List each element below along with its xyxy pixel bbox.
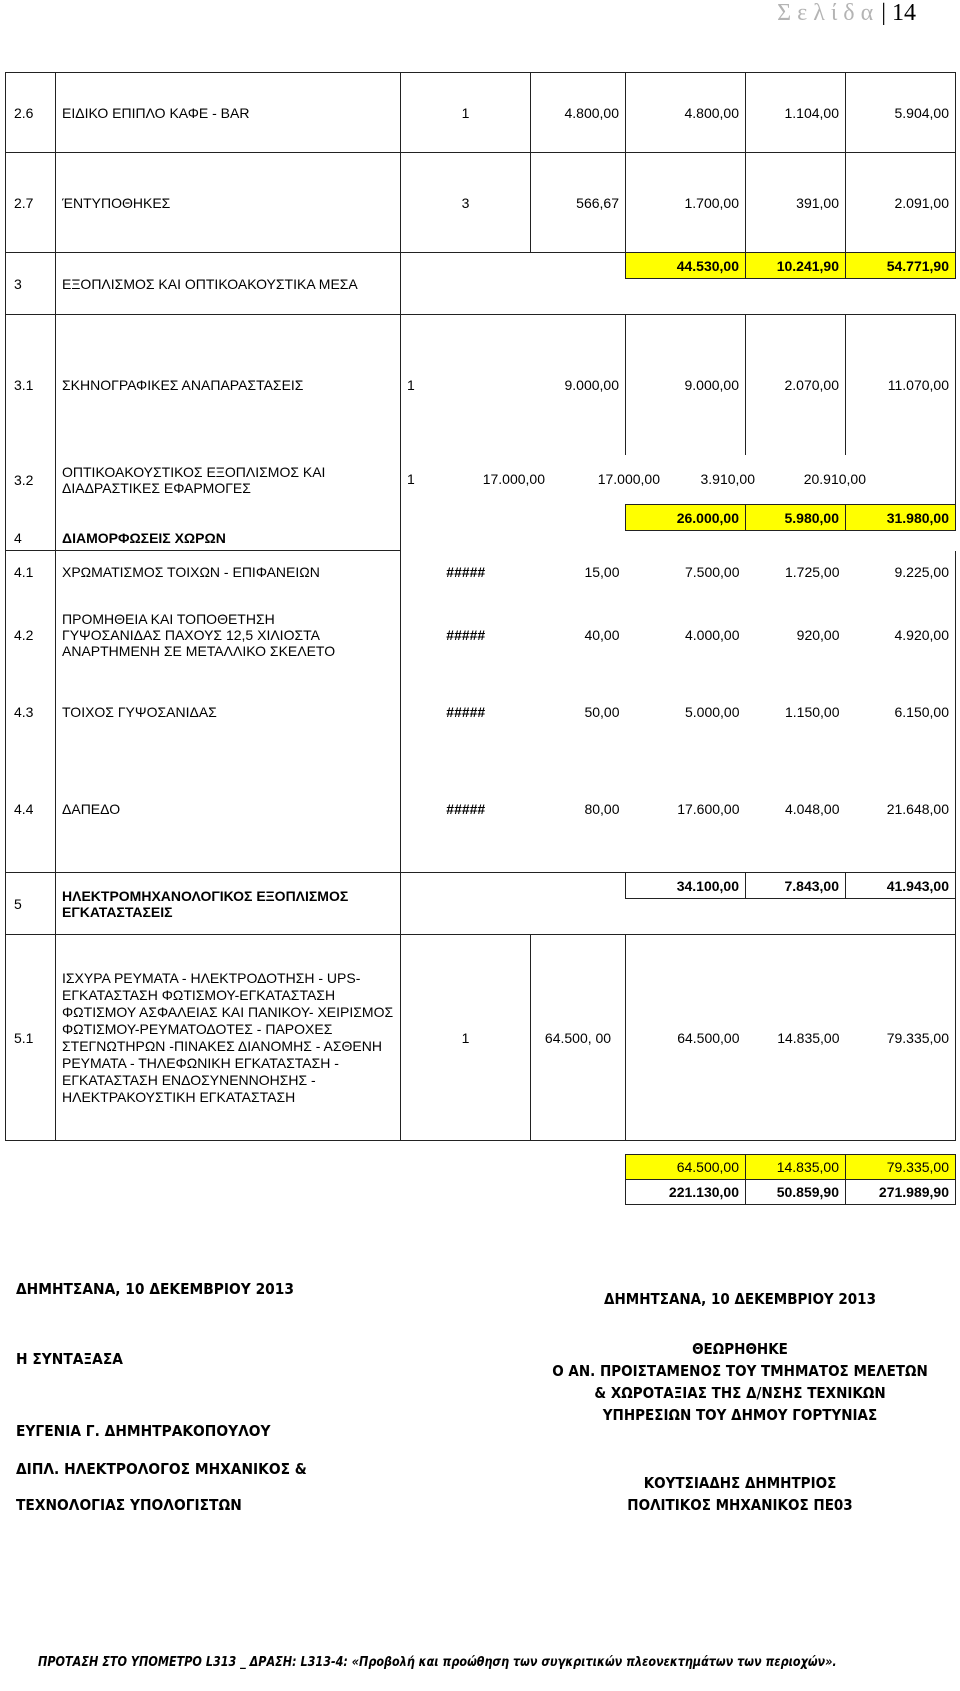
item-unit-price: 50,00 <box>584 703 620 720</box>
item-quantity: 1 <box>401 935 531 1141</box>
item-total: 2.091,00 <box>846 153 956 253</box>
item-quantity: 1 <box>401 73 531 153</box>
item-unit-price: 9.000,00 <box>531 315 626 455</box>
section-cost: 44.530,00 <box>626 253 746 279</box>
item-values-group <box>401 455 956 505</box>
item-total: 11.070,00 <box>846 315 956 455</box>
item-cost: 9.000,00 <box>626 315 746 455</box>
item-code: 2.7 <box>6 153 56 253</box>
section-vat: 5.980,00 <box>746 505 846 531</box>
table-row <box>6 677 956 747</box>
item-cost: 4.800,00 <box>626 73 746 153</box>
grand-total-cost: 221.130,00 <box>626 1180 746 1205</box>
grand-total-total: 271.989,90 <box>846 1180 956 1205</box>
empty-cell <box>401 253 626 279</box>
signatory-role-line1: Ο ΑΝ. ΠΡΟΙΣΤΑΜΕΝΟΣ ΤΟΥ ΤΜΗΜΑΤΟΣ ΜΕΛΕΤΩΝ <box>552 1362 928 1380</box>
signatory-name: ΚΟΥΤΣΙΑΔΗΣ ΔΗΜΗΤΡΙΟΣ <box>643 1474 837 1492</box>
subtotal-vat: 14.835,00 <box>746 1155 846 1180</box>
table-row <box>6 73 956 153</box>
page-separator: | <box>881 0 886 26</box>
section-description: ΕΞΟΠΛΙΣΜΟΣ ΚΑΙ ΟΠΤΙΚΟΑΚΟΥΣΤΙΚΑ ΜΕΣΑ <box>56 253 401 315</box>
item-cost: 17.000,00 <box>597 471 660 488</box>
item-vat: 2.070,00 <box>746 315 846 455</box>
item-unit-price: 566,67 <box>531 153 626 253</box>
grand-total-row <box>6 1180 956 1205</box>
item-vat: 3.910,00 <box>700 471 755 488</box>
budget-table <box>5 72 956 1205</box>
item-vat: 14.835,00 <box>746 935 846 1141</box>
subtotal-total: 79.335,00 <box>846 1155 956 1180</box>
item-vat: 1.725,00 <box>785 563 840 580</box>
section-description: ΗΛΕΚΤΡΟΜΗΧΑΝΟΛΟΓΙΚΟΣ ΕΞΟΠΛΙΣΜΟΣ ΕΓΚΑΤΑΣΤΑΣΕΙΣ <box>56 873 401 935</box>
item-unit-price: 64.500, 00 <box>531 935 626 1141</box>
item-total: 5.904,00 <box>846 73 956 153</box>
item-quantity: ##### <box>401 747 531 873</box>
section-total: 41.943,00 <box>846 873 956 899</box>
item-description: ΙΣΧΥΡΑ ΡΕΥΜΑΤΑ - ΗΛΕΚΤΡΟΔΟΤΗΣΗ - UPS-ΕΓΚΑΤΑΣΤΑΣΗ ΦΩΤΙΣΜΟΥ-ΕΓΚΑΤΑΣΤΑΣΗ ΦΩΤΙΣΜΟΥ ΑΣΦΑΛΕΙΑΣ ΚΑΙ ΠΑΝΙΚΟΥ- ΧΕΙΡΙΣΜΟΣ ΦΩΤΙΣΜΟΥ-ΡΕΥΜΑΤΟΔΟΤΕΣ - ΠΑΡΟΧΕΣ ΣΤΕΓΝΩΤΗΡΩΝ -ΠΙΝΑΚΕΣ ΔΙΑΝΟΜΗΣ - ΑΣΘΕΝΗ ΡΕΥΜΑΤΑ - ΤΗΛΕΦΩΝΙΚΗ ΕΓΚΑΤΑΣΤΑΣΗ - ΕΓΚΑΤΑΣΤΑΣΗ ΕΝΔΟΣΥΝΕΝΝΟΗΣΗΣ - ΗΛΕΚΤΡΑΚΟΥΣΤΙΚΗ ΕΓΚΑΤΑΣΤΑΣΗ <box>56 935 401 1141</box>
item-quantity: 3 <box>401 153 531 253</box>
item-description: ΟΠΤΙΚΟΑΚΟΥΣΤΙΚΟΣ ΕΞΟΠΛΙΣΜΟΣ ΚΑΙ ΔΙΑΔΡΑΣΤΙΚΕΣ ΕΦΑΡΜΟΓΕΣ <box>56 455 401 505</box>
section-code: 4 <box>6 505 56 551</box>
item-vat: 1.150,00 <box>785 703 840 720</box>
section-vat: 7.843,00 <box>746 873 846 899</box>
item-total: 6.150,00 <box>846 677 956 747</box>
empty-cell <box>401 899 956 935</box>
table-row <box>6 747 956 873</box>
item-code: 3.2 <box>6 455 56 505</box>
page-footer: ΠΡΟΤΑΣΗ ΣΤΟ ΥΠΟΜΕΤΡΟ L313 _ ΔΡΑΣΗ: L313-4: «Προβολή και προώθηση των συγκριτικών πλεονεκτημάτων των περιοχών». <box>38 1655 837 1670</box>
section-description: ΔΙΑΜΟΡΦΩΣΕΙΣ ΧΩΡΩΝ <box>56 505 401 551</box>
empty-cell <box>401 873 626 899</box>
item-quantity: ##### <box>446 626 486 643</box>
approval-label: ΘΕΩΡΗΘΗΚΕ <box>692 1340 788 1358</box>
table-row <box>6 153 956 253</box>
table-row <box>6 873 956 899</box>
item-description: ΧΡΩΜΑΤΙΣΜΟΣ ΤΟΙΧΩΝ - ΕΠΙΦΑΝΕΙΩΝ <box>56 551 401 593</box>
empty-cell <box>6 1180 626 1205</box>
table-row <box>6 505 956 531</box>
section-total: 54.771,90 <box>846 253 956 279</box>
item-description: ΈΝΤΥΠΟΘΗΚΕΣ <box>56 153 401 253</box>
item-cost: 64.500,00 <box>626 935 746 1141</box>
item-unit-price: 80,00 <box>531 747 626 873</box>
signatory-role-line2: & ΧΩΡΟΤΑΞΙΑΣ ΤΗΣ Δ/ΝΣΗΣ ΤΕΧΝΙΚΩΝ <box>594 1384 886 1402</box>
item-vat: 391,00 <box>746 153 846 253</box>
item-cost: 1.700,00 <box>626 153 746 253</box>
item-quantity: 1 <box>401 315 531 455</box>
item-quantity: 1 <box>407 471 415 488</box>
section-code: 5 <box>6 873 56 935</box>
item-description: ΤΟΙΧΟΣ ΓΥΨΟΣΑΝΙΔΑΣ <box>56 677 401 747</box>
empty-cell <box>401 531 956 551</box>
table-row <box>6 455 956 505</box>
item-cost: 17.600,00 <box>626 747 746 873</box>
item-description: ΣΚΗΝΟΓΡΑΦΙΚΕΣ ΑΝΑΠΑΡΑΣΤΑΣΕΙΣ <box>56 315 401 455</box>
table-row <box>6 253 956 279</box>
item-quantity: ##### <box>446 703 486 720</box>
item-code: 3.1 <box>6 315 56 455</box>
item-cost: 5.000,00 <box>685 703 740 720</box>
item-total: 4.920,00 <box>846 593 956 677</box>
empty-cell <box>6 1155 626 1180</box>
item-code: 4.3 <box>6 677 56 747</box>
item-quantity: ##### <box>446 563 486 580</box>
signatory-role-line3: ΥΠΗΡΕΣΙΩΝ ΤΟΥ ΔΗΜΟΥ ΓΟΡΤΥΝΙΑΣ <box>602 1406 878 1424</box>
signatory-title-line2: ΤΕΧΝΟΛΟΓΙΑΣ ΥΠΟΛΟΓΙΣΤΩΝ <box>16 1496 242 1514</box>
signatory-role: Η ΣΥΝΤΑΞΑΣΑ <box>16 1350 123 1368</box>
signatory-title: ΠΟΛΙΤΙΚΟΣ ΜΗΧΑΝΙΚΟΣ ΠΕ03 <box>627 1496 853 1514</box>
empty-cell <box>401 505 626 531</box>
subtotal-row <box>6 1155 956 1180</box>
table-row <box>6 935 956 1141</box>
item-description: ΕΙΔΙΚΟ ΕΠΙΠΛΟ ΚΑΦΕ - BAR <box>56 73 401 153</box>
grand-total-vat: 50.859,90 <box>746 1180 846 1205</box>
table-row <box>6 593 956 677</box>
item-total: 9.225,00 <box>846 551 956 593</box>
empty-cell <box>401 279 956 315</box>
item-description: ΠΡΟΜΗΘΕΙΑ ΚΑΙ ΤΟΠΟΘΕΤΗΣΗ ΓΥΨΟΣΑΝΙΔΑΣ ΠΑΧΟΥΣ 12,5 ΧΙΛΙΟΣΤΑ ΑΝΑΡΤΗΜΕΝΗ ΣΕ ΜΕΤΑΛΛΙΚΟ ΣΚΕΛΕΤΟ <box>56 593 401 677</box>
item-code: 5.1 <box>6 935 56 1141</box>
item-code: 2.6 <box>6 73 56 153</box>
signatory-title-line1: ΔΙΠΛ. ΗΛΕΚΤΡΟΛΟΓΟΣ ΜΗΧΑΝΙΚΟΣ & <box>16 1460 307 1478</box>
page-label: Σελίδα <box>777 0 880 26</box>
section-total: 31.980,00 <box>846 505 956 531</box>
table-row-spacer <box>6 1141 956 1155</box>
item-unit-price: 4.800,00 <box>531 73 626 153</box>
item-unit-price: 40,00 <box>584 626 620 643</box>
item-unit-price: 17.000,00 <box>482 471 545 488</box>
item-code: 4.1 <box>6 551 56 593</box>
section-cost: 26.000,00 <box>626 505 746 531</box>
table-row <box>6 551 956 593</box>
page-number: 14 <box>892 0 916 26</box>
empty-cell <box>6 1141 956 1155</box>
place-date: ΔΗΜΗΤΣΑΝΑ, 10 ΔΕΚΕΜΒΡΙΟΥ 2013 <box>604 1290 876 1308</box>
subtotal-cost: 64.500,00 <box>626 1155 746 1180</box>
signatory-name: ΕΥΓΕΝΙΑ Γ. ΔΗΜΗΤΡΑΚΟΠΟΥΛΟΥ <box>16 1422 271 1440</box>
item-total: 79.335,00 <box>846 935 956 1141</box>
section-code: 3 <box>6 253 56 315</box>
item-vat: 1.104,00 <box>746 73 846 153</box>
item-code: 4.2 <box>6 593 56 677</box>
page-header <box>0 0 916 32</box>
item-total: 21.648,00 <box>846 747 956 873</box>
item-vat: 920,00 <box>796 626 840 643</box>
item-code: 4.4 <box>6 747 56 873</box>
item-description: ΔΑΠΕΔΟ <box>56 747 401 873</box>
item-vat: 4.048,00 <box>746 747 846 873</box>
section-vat: 10.241,90 <box>746 253 846 279</box>
item-unit-price: 15,00 <box>584 563 620 580</box>
place-date: ΔΗΜΗΤΣΑΝΑ, 10 ΔΕΚΕΜΒΡΙΟΥ 2013 <box>16 1280 294 1298</box>
section-cost: 34.100,00 <box>626 873 746 899</box>
item-total: 20.910,00 <box>803 471 866 488</box>
table-row <box>6 315 956 455</box>
item-cost: 7.500,00 <box>685 563 740 580</box>
item-cost: 4.000,00 <box>685 626 740 643</box>
